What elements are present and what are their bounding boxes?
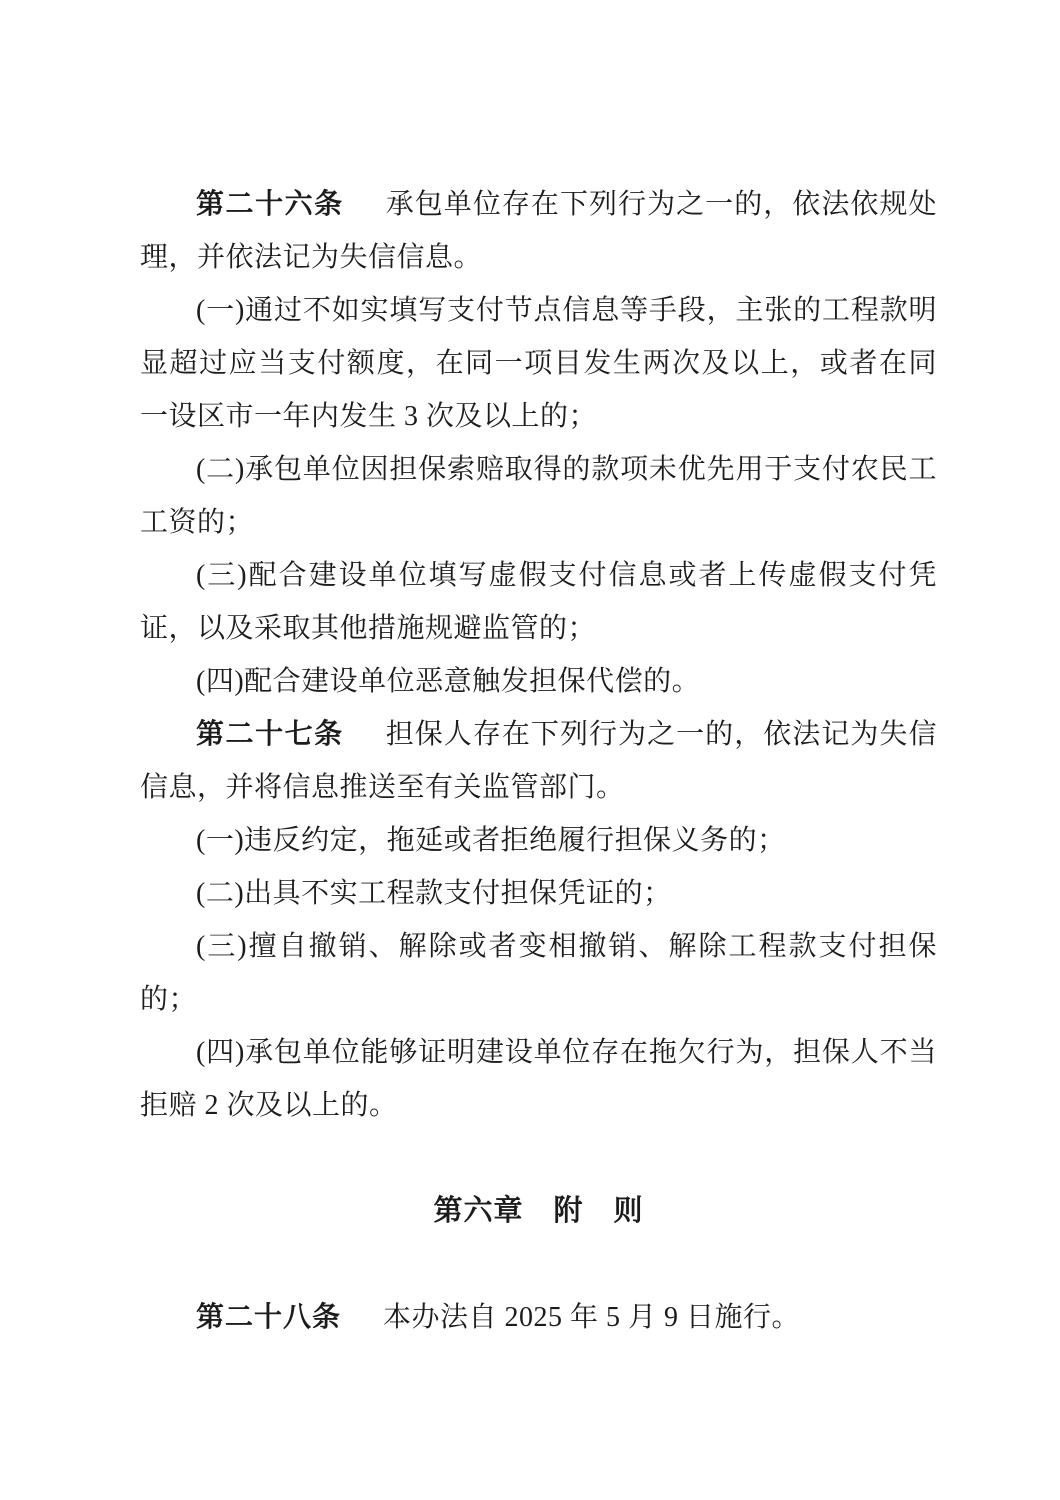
article-26-item-1 bbox=[140, 284, 937, 443]
article-27-item-4 bbox=[140, 1026, 937, 1132]
article-26-item-3 bbox=[140, 549, 937, 655]
article-27-item-2 bbox=[140, 867, 937, 920]
article-26-item-1-text: (一)通过不如实填写支付节点信息等手段，主张的工程款明显超过应当支付额度，在同一项目发生两次及以上，或者在同一设区市一年内发生 3 次及以上的； bbox=[140, 295, 937, 432]
article-26-item-2-text: (二)承包单位因担保索赔取得的款项未优先用于支付农民工工资的； bbox=[140, 454, 937, 538]
article-28-paragraph bbox=[140, 1291, 937, 1344]
article-28-text: 本办法自 2025 年 5 月 9 日施行。 bbox=[383, 1302, 801, 1333]
article-26-item-4 bbox=[140, 655, 937, 708]
chapter-heading: 第六章 附 则 bbox=[433, 1195, 644, 1227]
article-26-text: 承包单位存在下列行为之一的，依法依规处理，并依法记为失信信息。 bbox=[140, 189, 937, 273]
article-28-number: 第二十八条 bbox=[196, 1302, 342, 1333]
article-27-text: 担保人存在下列行为之一的，依法记为失信信息，并将信息推送至有关监管部门。 bbox=[140, 719, 937, 803]
article-26-paragraph bbox=[140, 178, 937, 284]
article-27-item-1 bbox=[140, 814, 937, 867]
article-27-item-3 bbox=[140, 920, 937, 1026]
article-27-item-1-text: (一)违反约定，拖延或者拒绝履行担保义务的； bbox=[196, 825, 786, 856]
article-26-item-4-text: (四)配合建设单位恶意触发担保代偿的。 bbox=[196, 666, 701, 697]
article-27-item-4-text: (四)承包单位能够证明建设单位存在拖欠行为，担保人不当拒赔 2 次及以上的。 bbox=[140, 1037, 937, 1121]
article-27-number: 第二十七条 bbox=[196, 719, 344, 750]
article-26-item-3-text: (三)配合建设单位填写虚假支付信息或者上传虚假支付凭证，以及采取其他措施规避监管的； bbox=[140, 560, 937, 644]
article-27-paragraph bbox=[140, 708, 937, 814]
article-26-number: 第二十六条 bbox=[196, 189, 344, 220]
article-27-item-2-text: (二)出具不实工程款支付担保凭证的； bbox=[196, 878, 672, 909]
article-26-item-2 bbox=[140, 443, 937, 549]
article-27-item-3-text: (三)擅自撤销、解除或者变相撤销、解除工程款支付担保的； bbox=[140, 931, 937, 1015]
